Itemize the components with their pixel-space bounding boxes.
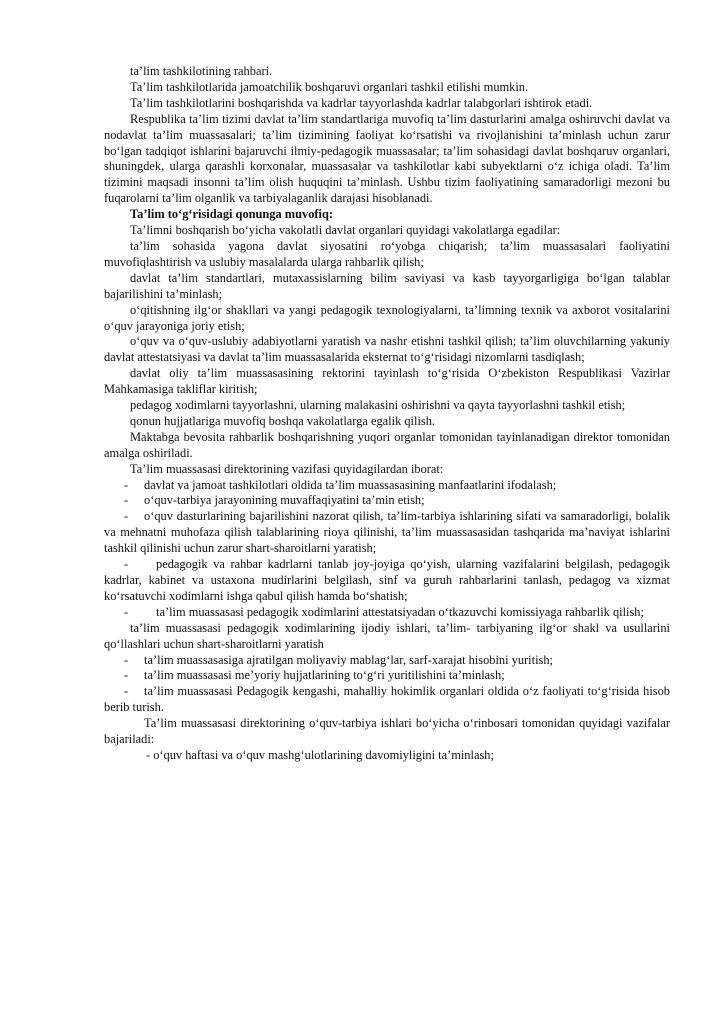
power-item: o‘qitishning ilg‘or shakllari va yangi pedagogik texnologiyalarni, ta’limning texnik va axborot vositalarini o‘quv jarayoniga joriy etish; [104, 302, 670, 333]
dash-marker: - [124, 509, 129, 524]
dash-marker: - [124, 477, 129, 492]
dash-marker: - [124, 652, 129, 667]
dash-marker: - [124, 557, 129, 572]
more-duty-item [104, 684, 670, 716]
document-page [104, 64, 670, 764]
director-duty-item [104, 478, 670, 494]
powers-intro: Ta’limni boshqarish bo‘yicha vakolatli davlat organlari quyidagi vakolatlarga egadilar: [130, 223, 561, 238]
power-item: davlat oliy ta’lim muassasasining rektorini tayinlash to‘g‘risida O‘zbekiston Respublikasi Vazirlar Mahkamasiga takliflar kiritish; [104, 366, 670, 397]
dash-marker: - [124, 493, 129, 508]
paragraph-public-governance: Ta’lim tashkilotlarida jamoatchilik boshqaruvi organlari tashkil etilishi mumkin. [130, 79, 529, 94]
director-duties-intro: Ta’lim muassasasi direktorining vazifasi quyidagilardan iborat: [130, 461, 444, 476]
director-duty-text: o‘quv-tarbiya jarayonining muvaffaqiyatini ta’min etish; [144, 493, 425, 508]
director-duty-text: ta’lim muassasasi pedagogik xodimlarini attestatsiyadan o‘tkazuvchi komissiyaga rahbarlik qilish; [156, 604, 644, 619]
more-duty-text: ta’lim muassasasiga ajratilgan moliyaviy mablag‘lar, sarf-xarajat hisobini yuritish; [144, 652, 553, 667]
paragraph-school-management: Maktabga bevosita rahbarlik boshqarishning yuqori organlar tomonidan tayinlanadigan direktor tomonidan amalga oshiriladi. [104, 429, 670, 460]
power-item: ta’lim sohasida yagona davlat siyosatini ro‘yobga chiqarish; ta’lim muassasalari faoliyatini muvofiqlashtirish va uslubiy masalalarda ularga rahbarlik qilish; [104, 238, 670, 269]
power-item: davlat ta’lim standartlari, mutaxassislarning bilim saviyasi va kasb tayyorgarligiga bo‘lgan talablar bajarilishini ta’minlash; [104, 270, 670, 301]
dash-marker: - [124, 684, 129, 699]
more-duty-text: ta’lim muassasasi Pedagogik kengashi, mahalliy hokimlik organlari oldida o‘z faoliyati to‘g‘risida hisob berib turish. [104, 684, 670, 715]
more-duty-text: ta’lim muassasasi me’yoriy hujjatlarining to‘g‘ri yuritilishini ta’minlash; [144, 668, 505, 683]
dash-marker: - [124, 604, 129, 619]
director-duty-text: davlat va jamoat tashkilotlari oldida ta’lim muassasasining manfaatlarini ifodalash; [144, 477, 557, 492]
deputy-duty-item: - o‘quv haftasi va o‘quv mashg‘ulotlarining davomiyligini ta’minlash; [146, 747, 494, 762]
deputy-duties-intro: Ta’lim muassasasi direktorining o‘quv-tarbiya ishlari bo‘yicha o‘rinbosari tomonidan quyidagi vazifalar bajariladi: [104, 716, 670, 747]
power-item: o‘quv va o‘quv-uslubiy adabiyotlarni yaratish va nashr etishni tashkil qilish; ta’lim oluvchilarning yakuniy davlat attestatsiyasi va davlat ta’lim muassasalarida eksternat to‘g‘risidagi nizomlarni tasdiqlash; [104, 334, 670, 365]
more-duty-item [104, 653, 670, 669]
dash-marker: - [124, 668, 129, 683]
director-duty-item [104, 509, 670, 557]
paragraph-applicants: Ta’lim tashkilotlarini boshqarishda va kadrlar tayyorlashda kadrlar talabgorlari ishtirok etadi. [130, 95, 593, 110]
more-duty-item [104, 668, 670, 684]
director-duty-item [104, 493, 670, 509]
director-duty-text: o‘quv dasturlarining bajarilishini nazorat qilish, ta’lim-tarbiya ishlarining sifati va samaradorligi, bolalik va mehnatni muhofaza qilish talablarining rioya qilinishi, ta’lim muassasasidan tashqarida ma’naviyat ishlarini tashkil qilinishi uchun zarur shart-sharoitlarni yaratish; [104, 509, 670, 556]
paragraph-education-system: Respublika ta’lim tizimi davlat ta’lim standartlariga muvofiq ta’lim dasturlarini amalga oshiruvchi davlat va nodavlat ta’lim muassasalari; ta’lim tizimining faoliyat ko‘rsatishi va rivojlanishini ta’minlash uchun zarur bo‘lgan tadqiqot ishlarini bajaruvchi ilmiy-pedagogik muassasalar; ta’lim sohasidagi davlat boshqaruv organlari, shuningdek, ularga qarashli korxonalar, muassasalar va tashkilotlar kabi subyektlarni o‘z ichiga oladi. Ta’lim tizimini maqsadi insonni ta’lim olish huquqini ta’minlash. Ushbu tizim faoliyatining samaradorligi mezoni bu fuqarolarni ta’lim olganlik va tarbiyalaganlik darajasi hisoblanadi. [104, 111, 670, 206]
power-item: qonun hujjatlariga muvofiq boshqa vakolatlarga egalik qilish. [130, 413, 435, 428]
creative-work-item: ta’lim muassasasi pedagogik xodimlarining ijodiy ishlari, ta’lim- tarbiyaning ilg‘or shakl va usullarini qo‘llashlari uchun shart-sharoitlarni yaratish [104, 620, 670, 651]
director-duty-item [104, 605, 670, 621]
director-duty-item [104, 557, 670, 605]
power-item: pedagog xodimlarni tayyorlashni, ularning malakasini oshirishni va qayta tayyorlashni tashkil etish; [130, 398, 626, 413]
paragraph-leader: ta’lim tashkilotining rahbari. [130, 64, 273, 78]
director-duty-text: pedagogik va rahbar kadrlarni tanlab joy-joyiga qo‘yish, ularning vazifalarini belgilash, pedagogik kadrlar, kabinet va ustaxona mudirlarini belgilash, sinf va guruh rahbarlarini tanlash, pedagog va xizmat ko‘rsatuvchi xodimlarni ishga qabul qilish hamda bo‘shatish; [104, 557, 670, 603]
section-heading: Ta’lim to‘g‘risidagi qonunga muvofiq: [130, 207, 333, 222]
